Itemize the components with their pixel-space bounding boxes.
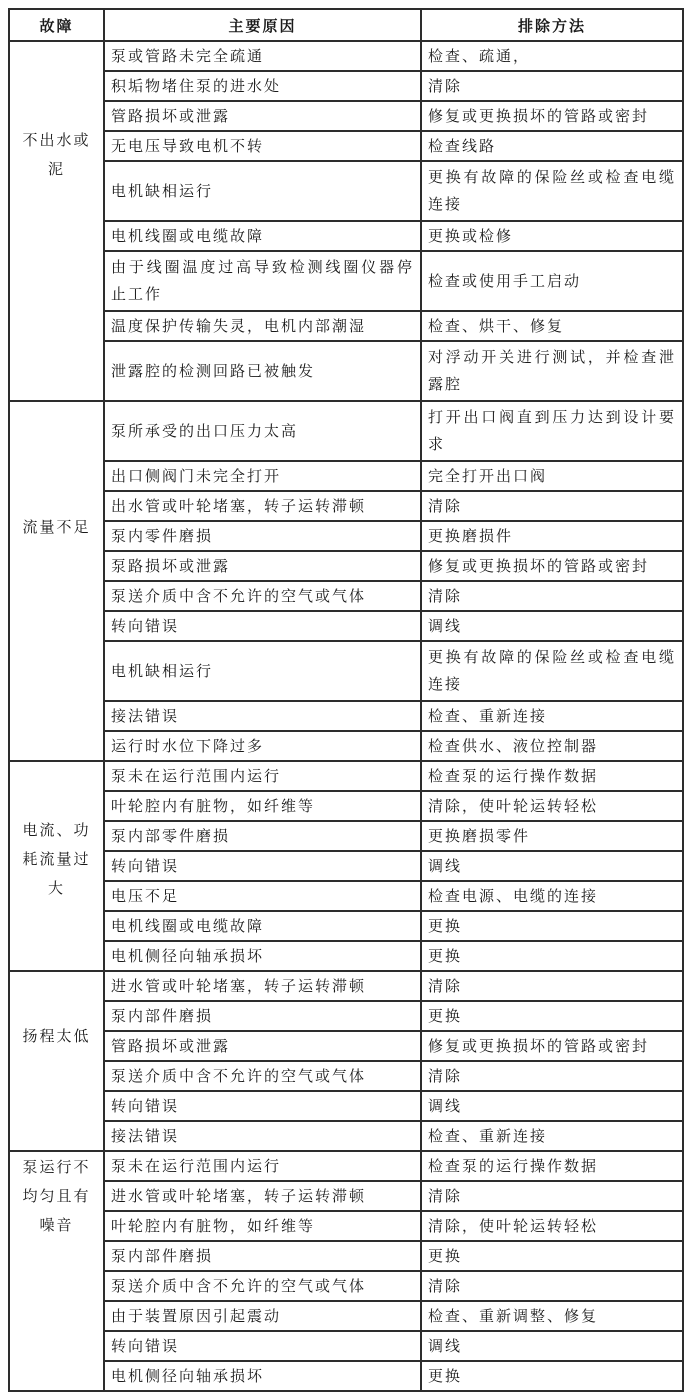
- cause-cell: 积垢物堵住泵的进水处: [104, 71, 421, 101]
- solution-cell: 检查供水、液位控制器: [421, 731, 683, 761]
- table-row: [9, 251, 683, 311]
- table-row: [9, 971, 683, 1001]
- table-row: [9, 1151, 683, 1181]
- fault-cell-section-3: 电流、功耗流量过大: [9, 761, 104, 971]
- cause-cell: 电机线圈或电缆故障: [104, 911, 421, 941]
- solution-cell: 清除: [421, 1181, 683, 1211]
- table-row: [9, 1361, 683, 1391]
- solution-cell: 检查泵的运行操作数据: [421, 1151, 683, 1181]
- table-row: [9, 341, 683, 401]
- cause-cell: 转向错误: [104, 1091, 421, 1121]
- solution-cell: 清除: [421, 491, 683, 521]
- table-row: [9, 131, 683, 161]
- solution-cell: 调线: [421, 1331, 683, 1361]
- cause-cell: 转向错误: [104, 611, 421, 641]
- cause-cell: 接法错误: [104, 701, 421, 731]
- cause-cell: 泵内部零件磨损: [104, 821, 421, 851]
- table-row: [9, 221, 683, 251]
- table-row: [9, 581, 683, 611]
- cause-cell: 管路损坏或泄露: [104, 101, 421, 131]
- cause-cell: 叶轮腔内有脏物，如纤维等: [104, 1211, 421, 1241]
- solution-cell: 修复或更换损坏的管路或密封: [421, 551, 683, 581]
- cause-cell: 泵未在运行范围内运行: [104, 1151, 421, 1181]
- cause-cell: 电压不足: [104, 881, 421, 911]
- solution-cell: 更换有故障的保险丝或检查电缆连接: [421, 641, 683, 701]
- table-row: [9, 641, 683, 701]
- cause-cell: 泵或管路未完全疏通: [104, 41, 421, 71]
- table-row: [9, 791, 683, 821]
- solution-cell: 清除: [421, 71, 683, 101]
- solution-cell: 清除，使叶轮运转轻松: [421, 1211, 683, 1241]
- table-row: [9, 941, 683, 971]
- fault-cell-section-5: 泵运行不均匀且有噪音: [9, 1151, 104, 1391]
- solution-cell: 检查泵的运行操作数据: [421, 761, 683, 791]
- solution-cell: 更换: [421, 1241, 683, 1271]
- cause-cell: 泵内部件磨损: [104, 1241, 421, 1271]
- cause-cell: 转向错误: [104, 1331, 421, 1361]
- table-row: [9, 71, 683, 101]
- cause-cell: 泵路损坏或泄露: [104, 551, 421, 581]
- cause-cell: 泵未在运行范围内运行: [104, 761, 421, 791]
- table-row: [9, 461, 683, 491]
- cause-cell: 运行时水位下降过多: [104, 731, 421, 761]
- header-solution: 排除方法: [421, 9, 683, 41]
- table-row: [9, 1331, 683, 1361]
- table-row: [9, 1001, 683, 1031]
- solution-cell: 清除: [421, 1271, 683, 1301]
- solution-cell: 更换或检修: [421, 221, 683, 251]
- solution-cell: 检查电源、电缆的连接: [421, 881, 683, 911]
- solution-cell: 清除: [421, 581, 683, 611]
- table-row: [9, 701, 683, 731]
- solution-cell: 更换磨损件: [421, 521, 683, 551]
- table-row: [9, 821, 683, 851]
- table-row: [9, 521, 683, 551]
- table-row: [9, 1181, 683, 1211]
- cause-cell: 叶轮腔内有脏物，如纤维等: [104, 791, 421, 821]
- table-row: [9, 41, 683, 71]
- cause-cell: 电机线圈或电缆故障: [104, 221, 421, 251]
- table-row: [9, 1091, 683, 1121]
- cause-cell: 泄露腔的检测回路已被触发: [104, 341, 421, 401]
- table-row: [9, 101, 683, 131]
- table-row: [9, 881, 683, 911]
- cause-cell: 由于线圈温度过高导致检测线圈仪器停止工作: [104, 251, 421, 311]
- solution-cell: 检查、重新连接: [421, 1121, 683, 1151]
- solution-cell: 修复或更换损坏的管路或密封: [421, 101, 683, 131]
- solution-cell: 检查或使用手工启动: [421, 251, 683, 311]
- cause-cell: 电机缺相运行: [104, 641, 421, 701]
- cause-cell: 无电压导致电机不转: [104, 131, 421, 161]
- table-row: [9, 761, 683, 791]
- cause-cell: 泵所承受的出口压力太高: [104, 401, 421, 461]
- cause-cell: 泵送介质中含不允许的空气或气体: [104, 1271, 421, 1301]
- cause-cell: 进水管或叶轮堵塞，转子运转滞顿: [104, 1181, 421, 1211]
- table-row: [9, 401, 683, 461]
- cause-cell: 出口侧阀门未完全打开: [104, 461, 421, 491]
- fault-cell-section-4: 扬程太低: [9, 971, 104, 1151]
- solution-cell: 打开出口阀直到压力达到设计要求: [421, 401, 683, 461]
- pump-troubleshooting-table: [8, 8, 684, 1392]
- solution-cell: 清除: [421, 1061, 683, 1091]
- fault-cell-section-2: 流量不足: [9, 401, 104, 761]
- cause-cell: 泵送介质中含不允许的空气或气体: [104, 1061, 421, 1091]
- solution-cell: 清除: [421, 971, 683, 1001]
- solution-cell: 检查线路: [421, 131, 683, 161]
- solution-cell: 检查、重新连接: [421, 701, 683, 731]
- solution-cell: 清除，使叶轮运转轻松: [421, 791, 683, 821]
- table-row: [9, 491, 683, 521]
- table-row: [9, 1031, 683, 1061]
- cause-cell: 转向错误: [104, 851, 421, 881]
- solution-cell: 完全打开出口阀: [421, 461, 683, 491]
- header-fault: 故障: [9, 9, 104, 41]
- solution-cell: 更换: [421, 941, 683, 971]
- header-cause: 主要原因: [104, 9, 421, 41]
- table-row: [9, 551, 683, 581]
- cause-cell: 泵内部件磨损: [104, 1001, 421, 1031]
- table-row: [9, 1061, 683, 1091]
- cause-cell: 由于装置原因引起震动: [104, 1301, 421, 1331]
- cause-cell: 电机侧径向轴承损坏: [104, 941, 421, 971]
- cause-cell: 电机缺相运行: [104, 161, 421, 221]
- table-row: [9, 311, 683, 341]
- solution-cell: 对浮动开关进行测试，并检查泄露腔: [421, 341, 683, 401]
- solution-cell: 调线: [421, 611, 683, 641]
- solution-cell: 更换: [421, 1001, 683, 1031]
- table-row: [9, 1241, 683, 1271]
- table-row: [9, 1121, 683, 1151]
- solution-cell: 更换磨损零件: [421, 821, 683, 851]
- table-row: [9, 1301, 683, 1331]
- cause-cell: 泵内零件磨损: [104, 521, 421, 551]
- solution-cell: 调线: [421, 1091, 683, 1121]
- cause-cell: 电机侧径向轴承损坏: [104, 1361, 421, 1391]
- solution-cell: 调线: [421, 851, 683, 881]
- cause-cell: 接法错误: [104, 1121, 421, 1151]
- solution-cell: 更换有故障的保险丝或检查电缆连接: [421, 161, 683, 221]
- solution-cell: 修复或更换损坏的管路或密封: [421, 1031, 683, 1061]
- cause-cell: 管路损坏或泄露: [104, 1031, 421, 1061]
- solution-cell: 更换: [421, 1361, 683, 1391]
- table-row: [9, 731, 683, 761]
- solution-cell: 更换: [421, 911, 683, 941]
- solution-cell: 检查、烘干、修复: [421, 311, 683, 341]
- table-row: [9, 1211, 683, 1241]
- fault-cell-section-1: 不出水或泥: [9, 41, 104, 401]
- header-row: [9, 9, 683, 41]
- table-row: [9, 1271, 683, 1301]
- solution-cell: 检查、疏通，: [421, 41, 683, 71]
- cause-cell: 温度保护传输失灵，电机内部潮湿: [104, 311, 421, 341]
- table-row: [9, 611, 683, 641]
- solution-cell: 检查、重新调整、修复: [421, 1301, 683, 1331]
- table-row: [9, 161, 683, 221]
- table-row: [9, 911, 683, 941]
- cause-cell: 泵送介质中含不允许的空气或气体: [104, 581, 421, 611]
- cause-cell: 出水管或叶轮堵塞，转子运转滞顿: [104, 491, 421, 521]
- cause-cell: 进水管或叶轮堵塞，转子运转滞顿: [104, 971, 421, 1001]
- table-row: [9, 851, 683, 881]
